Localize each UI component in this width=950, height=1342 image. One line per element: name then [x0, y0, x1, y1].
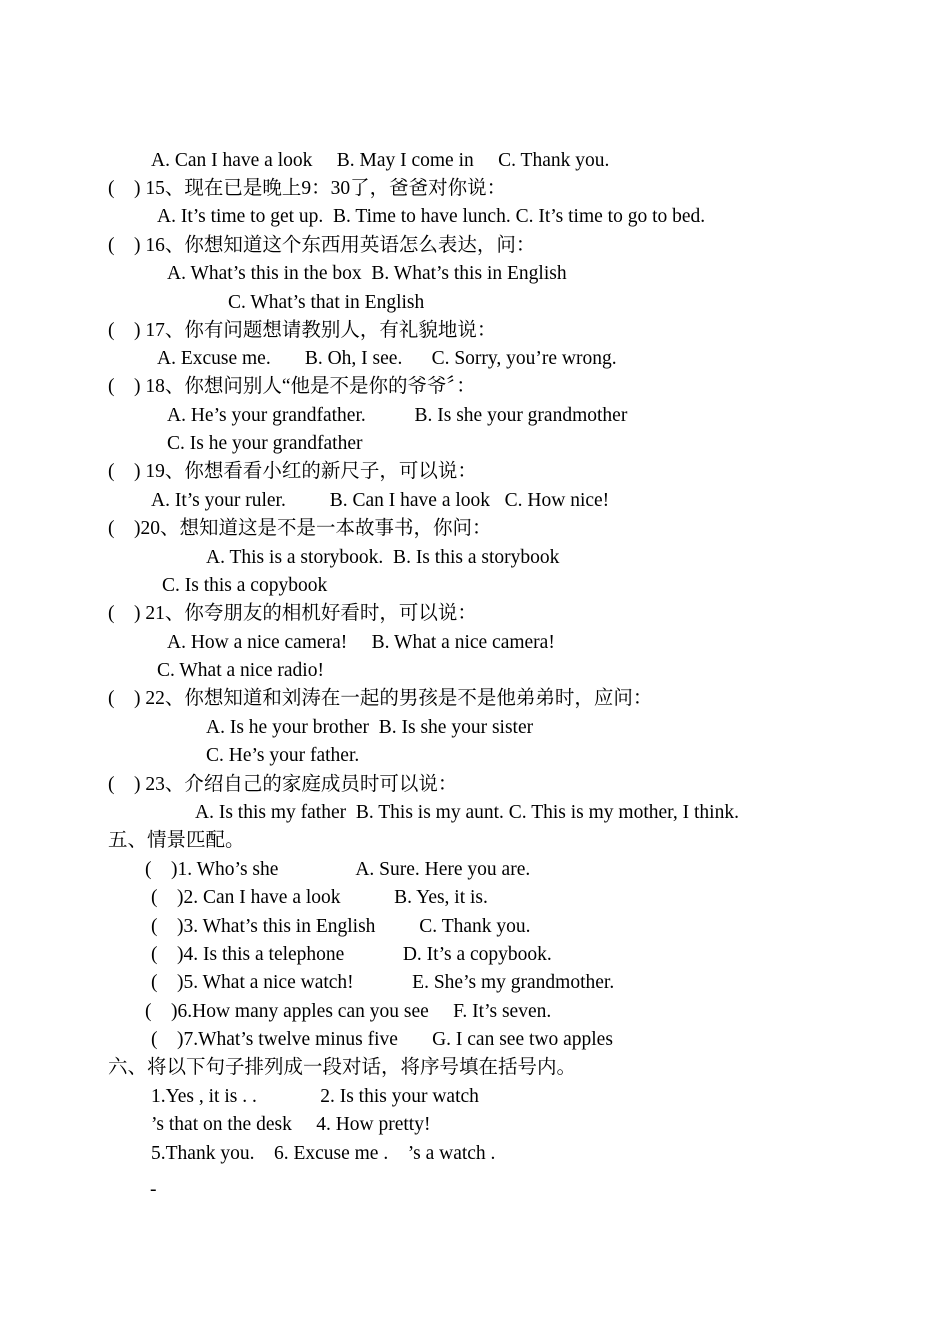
- q18-question: ( ) 18、你想问别人“他是不是你的爷爷〞：: [108, 376, 476, 397]
- section-5-heading: 五、情景匹配。: [108, 830, 245, 851]
- dialogue-line-3: 5.Thank you. 6. Excuse me . ’s a watch .: [151, 1143, 496, 1164]
- match-row-6: ( )6.How many apples can you see F. It’s seven.: [145, 1001, 552, 1022]
- q16-options-ab: A. What’s this in the box B. What’s this in English: [167, 263, 567, 284]
- match-row-4: ( )4. Is this a telephone D. It’s a copybook.: [151, 944, 552, 965]
- q21-options-ab: A. How a nice camera! B. What a nice camera!: [167, 632, 555, 653]
- trailing-dash: -: [150, 1179, 157, 1200]
- match-row-3: ( )3. What’s this in English C. Thank you.: [151, 916, 531, 937]
- q23-options: A. Is this my father B. This is my aunt. C. This is my mother, I think.: [195, 802, 739, 823]
- q15-options: A. It’s time to get up. B. Time to have lunch. C. It’s time to go to bed.: [157, 206, 706, 227]
- q22-option-c: C. He’s your father.: [206, 745, 360, 766]
- q16-question: ( ) 16、你想知道这个东西用英语怎么表达，问：: [108, 235, 536, 256]
- q22-options-ab: A. Is he your brother B. Is she your sister: [206, 717, 534, 738]
- match-row-5: ( )5. What a nice watch! E. She’s my grandmother.: [151, 972, 615, 993]
- q17-question: ( ) 17、你有问题想请教别人，有礼貌地说：: [108, 320, 497, 341]
- q18-option-c: C. Is he your grandfather: [167, 433, 363, 454]
- q20-question: ( )20、想知道这是不是一本故事书，你问：: [108, 518, 492, 539]
- q22-question: ( ) 22、你想知道和刘涛在一起的男孩是不是他弟弟时，应问：: [108, 688, 653, 709]
- q19-question: ( ) 19、你想看看小红的新尺子，可以说：: [108, 461, 477, 482]
- match-row-1: ( )1. Who’s she A. Sure. Here you are.: [145, 859, 531, 880]
- q20-option-c: C. Is this a copybook: [162, 575, 328, 596]
- dialogue-line-2: ’s that on the desk 4. How pretty!: [151, 1114, 431, 1135]
- q14-options: A. Can I have a look B. May I come in C. Thank you.: [151, 150, 610, 171]
- dialogue-line-1: 1.Yes , it is . . 2. Is this your watch: [151, 1086, 479, 1107]
- q17-options: A. Excuse me. B. Oh, I see. C. Sorry, you’re wrong.: [157, 348, 617, 369]
- q23-question: ( ) 23、介绍自己的家庭成员时可以说：: [108, 774, 458, 795]
- section-6-heading: 六、将以下句子排列成一段对话，将序号填在括号内。: [108, 1057, 577, 1078]
- q18-options-ab: A. He’s your grandfather. B. Is she your grandmother: [167, 405, 628, 426]
- match-row-7: ( )7.What’s twelve minus five G. I can see two apples: [151, 1029, 613, 1050]
- q21-option-c: C. What a nice radio!: [157, 660, 324, 681]
- q15-question: ( ) 15、现在已是晚上9：30了，爸爸对你说：: [108, 178, 507, 199]
- match-row-2: ( )2. Can I have a look B. Yes, it is.: [151, 887, 488, 908]
- q20-options-ab: A. This is a storybook. B. Is this a storybook: [206, 547, 560, 568]
- q19-options: A. It’s your ruler. B. Can I have a look C. How nice!: [151, 490, 610, 511]
- q21-question: ( ) 21、你夸朋友的相机好看时，可以说：: [108, 603, 477, 624]
- q16-option-c: C. What’s that in English: [228, 292, 425, 313]
